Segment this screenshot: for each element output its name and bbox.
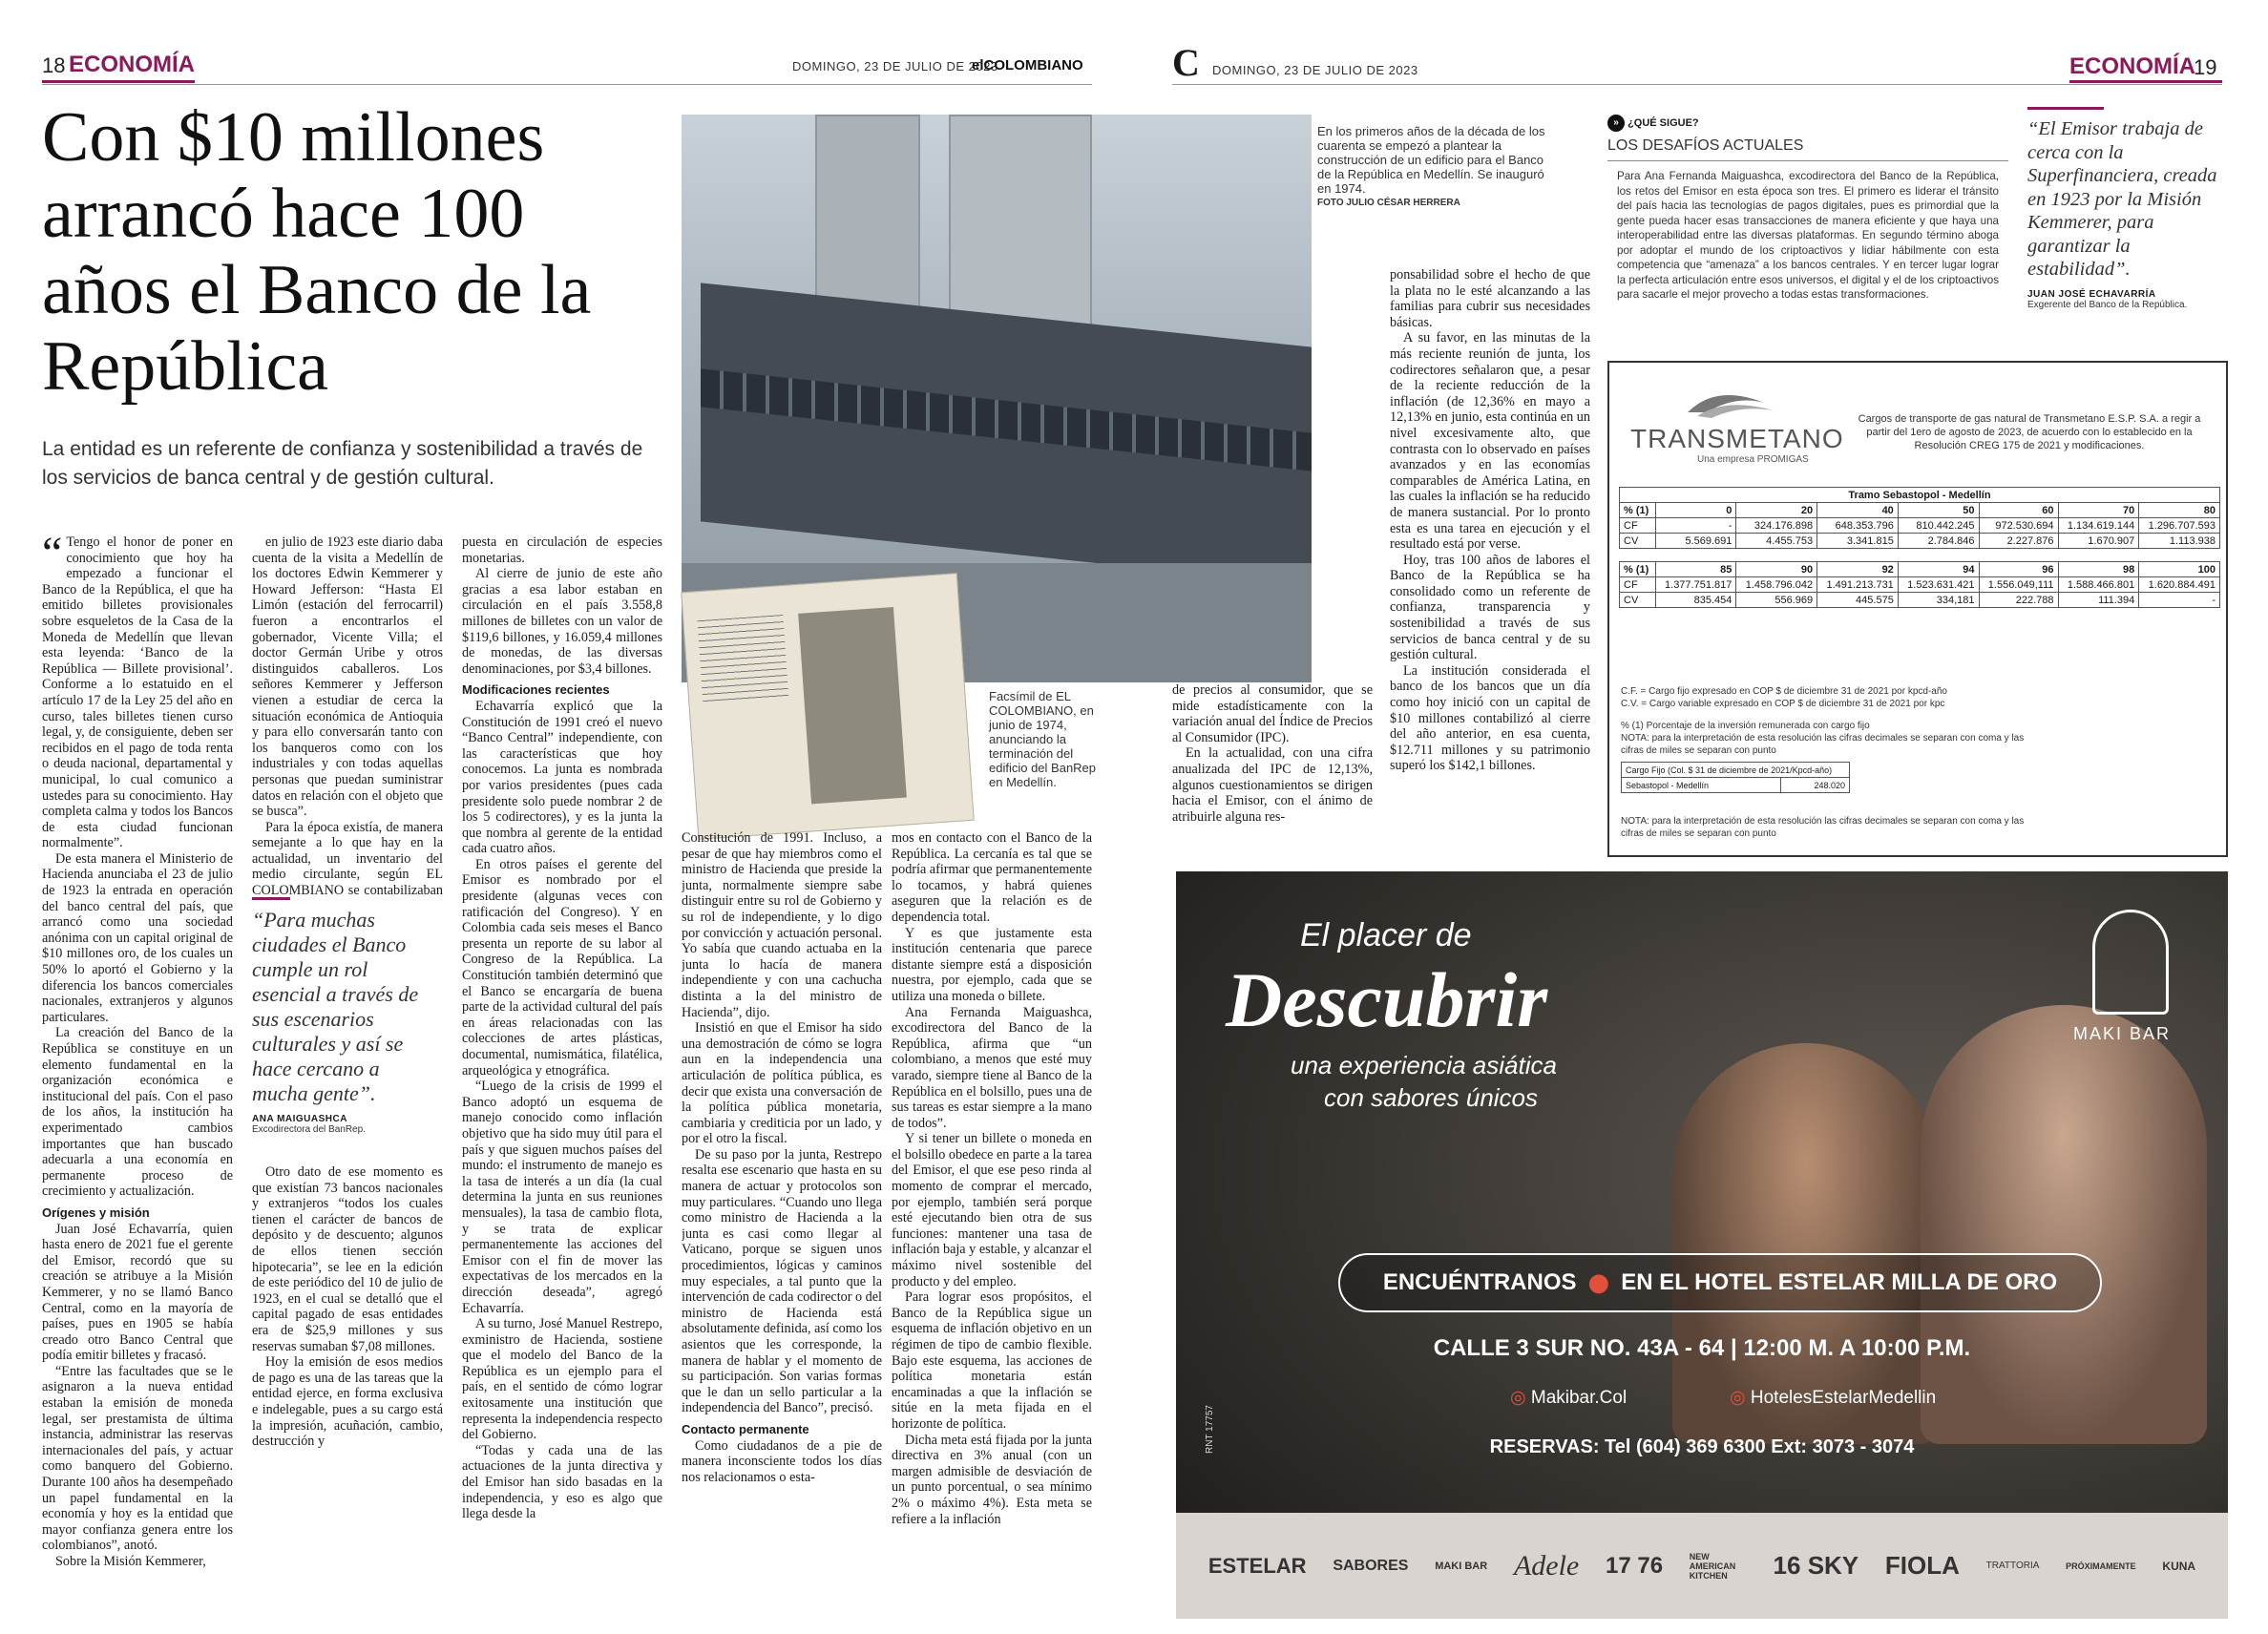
table-cell: 2.227.876 — [1979, 534, 2058, 549]
table-row — [1620, 593, 2220, 608]
brand-kuna: KUNA — [2162, 1559, 2196, 1573]
find-us-text: ENCUÉNTRANOS — [1382, 1269, 1577, 1295]
table-cell: % (1) — [1620, 503, 1656, 518]
table-cell: 445.575 — [1817, 593, 1899, 608]
table-cell: - — [2139, 593, 2220, 608]
table-cell: 1.377.751.817 — [1655, 577, 1736, 593]
table-cell: 50 — [1898, 503, 1979, 518]
instagram-icon: ◎ — [1510, 1388, 1526, 1408]
col5-para1: mos en contacto con el Banco de la República. La cercanía es tal que se podría afirmar que permanentemente lo tocamos, y habrá quienes aseguren que la relación es de dependencia total. — [892, 830, 1092, 925]
table-cell: 3.341.815 — [1817, 534, 1899, 549]
header-divider-right — [1172, 84, 2222, 85]
wave-logo-icon — [1630, 384, 1802, 422]
side-quote-role: Exgerente del Banco de la República. — [2027, 299, 2188, 310]
table-title: Tramo Sebastopol - Medellín — [1620, 488, 2220, 503]
table-cell: 70 — [2058, 503, 2139, 518]
table-cell: 20 — [1736, 503, 1817, 518]
col3-para1: puesta en circulación de especies monetarias. — [462, 534, 662, 566]
side-quote-text: “El Emisor trabaja de cerca con la Superfinanciera, creada en 1923 por la Misión Kemmerer, para garantizar la estabilidad”. — [2027, 118, 2217, 280]
table-cell: 1.670.907 — [2058, 534, 2139, 549]
rnt-code: RNT 17757 — [1205, 1405, 1215, 1454]
table-cell: 1.296.707.593 — [2139, 518, 2220, 534]
table-cell: 334,181 — [1898, 593, 1979, 608]
col1-para3: La creación del Banco de la República se constituye en un elemento fundamental en la organización económica e institucional del país. Con el paso de los años, la institución ha experimentado cambios importantes que han buscado adecuarla a una economía en permanente proceso de crecimiento y actualización. — [42, 1025, 233, 1200]
col3-para7: “Todas y cada una de las actuaciones de la junta directiva y del Emisor han sido basadas en la independencia, y eso es algo que llega desde la — [462, 1442, 662, 1522]
drop-quote-mark: “ — [42, 534, 63, 578]
table-cell: 92 — [1817, 562, 1899, 577]
table-row — [1620, 562, 2220, 577]
subheadline: La entidad es un referente de confianza y sostenibilidad a través de los servicios de banca central y de gestión cultural. — [42, 438, 643, 489]
section-label: ECONOMÍA — [69, 52, 195, 77]
gas-table-wrap — [1619, 487, 2220, 608]
whats-next-box — [1607, 115, 2008, 334]
col1-para5: “Entre las facultades que se le asignaron a la nueva entidad estaban la emisión de moneda legal, ser prestamista de última instancia, administrar las reservas internacionales del país, y actuar como banquero del Gobierno. Durante 100 años ha desempeñado un papel fundamental en la economía y hoy es la entidad que mayor confianza genera entre los colombianos”, anotó. — [42, 1363, 233, 1554]
col5-para4: Y si tener un billete o moneda en el bolsillo obedece en parte a la tarea del Emisor, el que ese peso rinda al momento de comprar el mercado, por ejemplo, también será porque esté ejecutando bien otra de sus funciones: mantener una tasa de inflación baja y estable, y alcanzar el máximo nivel sostenible del producto y del empleo. — [892, 1131, 1092, 1289]
col5-para2: Y es que justamente esta institución centenaria que parece distante siempre está a disposición nuestra, por ejemplo, cada que se utiliza una moneda o billete. — [892, 925, 1092, 1004]
brand-adele: Adele — [1513, 1549, 1580, 1582]
col7-para3: Hoy, tras 100 años de labores el Banco de la República se ha consolidado como un referente de confianza, transparencia y sostenibilidad a través de sus servicios de banca central y de su gestión cultural. — [1390, 552, 1590, 663]
paper-logo-letter: C — [1172, 41, 1200, 84]
table-cell: 1.588.466.801 — [2058, 577, 2139, 593]
article-column-4 — [682, 830, 882, 1613]
table-cell: 1.134.619.144 — [2058, 518, 2139, 534]
side-quote — [2027, 107, 2228, 310]
photo-caption-box — [1317, 124, 1546, 210]
gas-ad-intro: Cargos de transporte de gas natural de Transmetano E.S.P. S.A. a regir a partir del 1ero de agosto de 2023, de acuerdo con lo establecido en la Resolución CREG 175 de 2021 y modificaciones. — [1858, 413, 2201, 451]
gas-notes — [1621, 685, 2213, 757]
instagram-2[interactable] — [1730, 1387, 1936, 1409]
ad-line-4: con sabores únicos — [1324, 1083, 1539, 1112]
table-cell: 222.788 — [1979, 593, 2058, 608]
col3-para4: En otros países el gerente del Emisor es nombrado por el presidente (algunas veces con ratificación del Congreso). Y en Colombia cada seis meses el Banco presenta un reporte de su labor al Congreso de la República. La Constitución también determinó que el Banco se encargaría de buena parte de la actividad cultural del país en áreas relacionadas con las colecciones de artes plásticas, documental, numismática, filatélica, arqueológica y etnográfica. — [462, 856, 662, 1079]
pull-quote-role: Excodirectora del BanRep. — [252, 1124, 366, 1135]
location-text: EN EL HOTEL ESTELAR MILLA DE ORO — [1621, 1269, 2058, 1295]
article-column-5 — [892, 830, 1092, 1613]
small-table-title: Cargo Fijo (Col. $ 31 de diciembre de 2021/Kpcd-año) — [1622, 763, 1850, 778]
table-cell: 80 — [2139, 503, 2220, 518]
note-decimal-2: NOTA: para la interpretación de esta resolución las cifras decimales se separan con coma y las cifras de miles se separan con punto — [1621, 816, 2025, 839]
table-cell: 100 — [2139, 562, 2220, 577]
tower-right — [949, 115, 1092, 344]
col1-para2: De esta manera el Ministerio de Hacienda anunciaba el 23 de julio de 1923 la entrada en operación del banco central del país, que arrancó como una sociedad anónima con un capital original de $10 millones oro, de los cuales un 50% lo aportó el Gobierno y la diferencia los bancos comerciales nacionales, extranjeros y algunos particulares. — [42, 850, 233, 1025]
table-cell: 96 — [1979, 562, 2058, 577]
table-cell: 556.969 — [1736, 593, 1817, 608]
article-column-2b — [252, 1164, 443, 1613]
article-column-7 — [1390, 267, 1590, 840]
col7-para1: ponsabilidad sobre el hecho de que la plata no le esté alcanzando a las familias para cubrir sus necesidades básicas. — [1390, 267, 1590, 330]
small-table-value: 248.020 — [1780, 778, 1849, 793]
whats-next-kicker — [1607, 115, 2008, 132]
table-cell: 648.353.796 — [1817, 518, 1899, 534]
brand-trattoria: TRATTORIA — [1985, 1561, 2040, 1571]
fixed-charge-table — [1621, 762, 1850, 793]
col3-para6: A su turno, José Manuel Restrepo, exministro de Hacienda, sostiene que el modelo del Banco de la República es un ejemplo para el país, en el sentido de cómo lograr exitosamente una institución que representa la independencia respecto del Gobierno. — [462, 1316, 662, 1443]
note-decimal: NOTA: para la interpretación de esta resolución las cifras decimales se separan con coma y las cifras de miles se separan con punto — [1621, 733, 2025, 756]
col5-para3: Ana Fernanda Maiguashca, excodirectora del Banco de la República, afirma que “un colombiano, a menos que esté muy varado, siempre tiene al Banco de la República en el bolsillo, pues una de sus tareas es estar siempre a la mano de todos”. — [892, 1004, 1092, 1131]
col1-para1: Tengo el honor de poner en conocimiento que hoy ha empezado a funcionar el Banco de la República, el que ha emitido billetes provisionales sobre esqueletos de la Casa de la Moneda de Medellín que llevan esta leyenda: ‘Banco de la República — Billete provisional’. Conforme a lo estatuido en el artículo 17 de la Ley 25 del año en curso, tales billetes tienen curso legal, y, de consiguiente, deben ser recibidos en el pago de toda renta o deuda nacional, departamental y municipal, lo cual comunico a ustedes para su conocimiento. Hay completa calma y todos los Bancos de esta ciudad funcionan normalmente”. — [42, 534, 233, 851]
col3-para3: Echavarría explicó que la Constitución de 1991 creó el nuevo “Banco Central” independiente, con las características que hoy conocemos. La junta es nombrada por varios presidentes (pues cada presidente solo puede nombrar 2 de los 5 codirectores), y es la junta la que nombra al gerente de la entidad cada cuatro años. — [462, 698, 662, 857]
ad-line-3: una experiencia asiática — [1291, 1051, 1557, 1079]
side-quote-rule — [2027, 107, 2104, 110]
instagram-1[interactable] — [1510, 1387, 1627, 1409]
brand-new-american: NEW AMERICAN KITCHEN — [1689, 1551, 1736, 1581]
transmetano-logo — [1630, 384, 1802, 422]
reservations-text: RESERVAS: Tel (604) 369 6300 Ext: 3073 - 3074 — [1489, 1436, 1915, 1457]
table-cell: 85 — [1655, 562, 1736, 577]
whats-next-title: LOS DESAFÍOS ACTUALES — [1607, 137, 2008, 161]
col3-para2: Al cierre de junio de este año gracias a esa labor estaban en circulación en el país 3.558,8 millones de billetes con un valor de $119,6 billones, y 16.059,4 millones de monedas, de las diversas denominaciones, por $3,4 billones. — [462, 566, 662, 677]
location-pin-icon: ● — [1587, 1268, 1610, 1297]
instagram-icon: ◎ — [1730, 1388, 1746, 1408]
col2-para1: en julio de 1923 este diario daba cuenta de la visita a Medellín de los doctores Edwin Kemmerer y Howard Jefferson: “Hasta El Limón (estación del ferrocarril) fueron a encontrarlos el gobernador, Vicente Villa; el doctor Germán Uribe y otros distinguidos caballeros. Los señores Kemmerer y Jefferson vienen a estudiar de cerca la situación económica de Antioquia y para ello conversarán tanto con los banqueros como con los industriales y con todas aquellas personas que puedan suministrar datos en relación con el objeto que se busca”. — [252, 534, 443, 820]
maki-bar-logo-icon — [2092, 910, 2169, 1015]
col2-para2a: Para la época existía, de manera semejante a lo que hay en la actualidad, un inventario del medio circulante, según EL COLOMBIANO se contabilizaban — [252, 819, 443, 897]
col4-para4: Como ciudadanos de a pie de manera inconsciente todos los días nos relacionamos o esta- — [682, 1437, 882, 1485]
table-cell: 98 — [2058, 562, 2139, 577]
table-row — [1620, 577, 2220, 593]
table-cell: 1.113.938 — [2139, 534, 2220, 549]
pull-quote — [252, 897, 419, 1135]
issue-date: DOMINGO, 23 DE JULIO DE 2023 — [792, 59, 998, 73]
table-cell: % (1) — [1620, 562, 1656, 577]
tower-left — [815, 115, 920, 315]
col3-para5: “Luego de la crisis de 1999 el Banco adoptó un esquema de manejo conocido como inflación objetivo que ha sido muy útil para el país y que siguen muchos países del mundo: el instrumento de manejo es la tasa de interés a un día (la cual determina la junta en sus reuniones mensuales), la tasa de cambio flota, y se trata de explicar permanentemente las acciones del Emisor con el fin de mover las expectativas de los mercados en la dirección deseada”, agregó Echavarría. — [462, 1079, 662, 1316]
article-column-3 — [462, 534, 662, 1613]
col5-para5: Para lograr esos propósitos, el Banco de la República sigue un esquema de inflación objetivo en un régimen de tipo de cambio flexible. Bajo este esquema, las acciones de política monetaria están encaminadas a que la inflación se sitúe en la meta fijada en el horizonte de política. — [892, 1289, 1092, 1432]
location-pill — [1338, 1253, 2102, 1312]
article-column-1 — [42, 534, 233, 1613]
col7-para2: A su favor, en las minutas de la más reciente reunión de junta, los codirectores señalaron que, a pesar de la reciente reducción de la inflación (de 12,36% en mayo a 12,13% en junio, esta continúa en un nivel excesivamente alto, que contrasta con lo observado en países avanzados y en las economías comparables de América Latina, en las cuales la inflación se ha reducido de manera sustancial. Por lo pronto esta es una tarea en ejecución y el resultado está por verse. — [1390, 330, 1590, 553]
table-cell: 111.394 — [2058, 593, 2139, 608]
col2-para3: Otro dato de ese momento es que existían 73 bancos nacionales y extranjeros “todos los cuales tienen el carácter de bancos de depósito y de descuento; algunos de ellos tienen sección hipotecaria”, se lee en la edición de este periódico del 10 de julio de 1923, en el cual se detalló que el capital pagado de esas entidades era de $25,9 millones y sus reservas sumaban $7,08 millones. — [252, 1164, 443, 1354]
table-cell: 94 — [1898, 562, 1979, 577]
ad-line-2: Descubrir — [1226, 956, 1548, 1043]
table-cell: 4.455.753 — [1736, 534, 1817, 549]
table-cell: 1.523.631.421 — [1898, 577, 1979, 593]
table-row — [1620, 503, 2220, 518]
headline: Con $10 millones arrancó hace 100 años el Banco de la República — [42, 98, 592, 406]
page-number: 18 — [42, 53, 66, 77]
section-label-right: ECONOMÍA — [2069, 53, 2195, 79]
table-cell: CF — [1620, 518, 1656, 534]
table-row — [1620, 534, 2220, 549]
transmetano-sub: Una empresa PROMIGAS — [1697, 454, 1809, 465]
facsimile-image — [681, 573, 974, 840]
brands-footer — [1176, 1513, 2228, 1619]
maki-bar-brand: MAKI BAR — [2073, 1024, 2172, 1043]
pull-quote-name: ANA MAIGUASHCA — [252, 1114, 347, 1124]
col1-para4: Juan José Echavarría, quien hasta enero de 2021 fue el gerente del Emisor, recordó que su creación se atribuye a la Misión Kemmerer, y no se llamó Banco Central, como en la mayoría de países, pues en 1905 se había creado otro Banco Central que podía emitir billetes y fracasó. — [42, 1221, 233, 1364]
article-column-2 — [252, 534, 443, 897]
table-row — [1620, 518, 2220, 534]
subhead-recent: Modificaciones recientes — [462, 682, 610, 698]
table-cell: - — [1655, 518, 1736, 534]
woman-right — [1921, 1005, 2207, 1444]
header-divider — [42, 84, 1092, 85]
photo-credit: FOTO JULIO CÉSAR HERRERA — [1317, 198, 1460, 208]
table-spacer — [1620, 549, 2220, 562]
table-cell: 1.491.213.731 — [1817, 577, 1899, 593]
forward-arrows-icon: » — [1607, 115, 1625, 132]
brand-estelar: ESTELAR — [1208, 1553, 1307, 1578]
table-cell: 324.176.898 — [1736, 518, 1817, 534]
table-cell: 5.569.691 — [1655, 534, 1736, 549]
note-cv: C.V. = Cargo variable expresado en COP $ de diciembre 31 de 2021 por kpc — [1621, 699, 1945, 709]
section-rule — [42, 80, 195, 83]
newspaper-logo: elCOLOMBIANO — [972, 57, 1083, 73]
table-cell: 40 — [1817, 503, 1899, 518]
note-cf: C.F. = Cargo fijo expresado en COP $ de diciembre 31 de 2021 por kpcd-año — [1621, 686, 1947, 697]
brand-fiola: FIOLA — [1884, 1551, 1960, 1580]
table-cell: 60 — [1979, 503, 2058, 518]
col6-para1: de precios al consumidor, que se mide estadísticamente con la variación anual del Índice de Precios al Consumidor (IPC). — [1172, 682, 1373, 745]
table-cell: 90 — [1736, 562, 1817, 577]
article-column-6 — [1172, 682, 1373, 835]
whats-next-text: Para Ana Fernanda Maiguashca, excodirectora del Banco de la República, los retos del Emisor en esta época son tres. El primero es liderar el tránsito del país hacia las tecnologías de pagos digitales, pues es primordial que la gente pueda hacer esas transacciones de manera eficiente y que haya una interoperabilidad entre las diversas plataformas. En segundo término aboga por adoptar el mundo de los criptoactivos y lidiar hábilmente con esta competencia que “amenaza” a los bancos centrales. Y en tercer lugar lograr la perfecta articulación entre esos universos, el digital y el de los criptoactivos para sacarle el mejor provecho a todas estas transformaciones. — [1617, 170, 1999, 301]
col6-para2: En la actualidad, con una cifra anualizada del IPC de 12,13%, algunos cuestionamientos se dirigen hacia el Emisor, con el ánimo de atribuirle alguna res- — [1172, 745, 1373, 825]
page-number-right: 19 — [2194, 55, 2217, 79]
subhead-contact: Contacto permanente — [682, 1421, 809, 1436]
table-cell: CV — [1620, 534, 1656, 549]
col7-para4: La institución considerada el banco de los bancos que un día como hoy inició con un capital de $10 millones contabilizó al cierre del año anterior, en esa cuenta, $12.711 millones y su patrimonio superó los $142,1 billones. — [1390, 662, 1590, 774]
table-cell: CV — [1620, 593, 1656, 608]
brand-sabores: SABORES — [1333, 1557, 1409, 1574]
table-cell: 972.530.694 — [1979, 518, 2058, 534]
col4-para3: De su paso por la junta, Restrepo resalta ese escenario que hasta en su manera de actuar y protocolos son muy particulares. “Cuando uno llega como ministro de Hacienda a la junta es casi como llegar al Vaticano, porque se siguen unos procedimientos, lógicas y caminos muy especiales, a tal punto que la intervención de cada codirector o del ministro de Hacienda está absolutamente definida, así como los asientos que les corresponde, la manera de hablar y el momento de su participación. Son varias formas que le dan un sello particular a la independencia del Banco”, precisó. — [682, 1146, 882, 1416]
transmetano-brand: TRANSMETANO — [1630, 424, 1844, 453]
kicker-text: ¿QUÉ SIGUE? — [1628, 116, 1699, 129]
note-percent: % (1) Porcentaje de la inversión remunerada con cargo fijo — [1621, 721, 1870, 731]
gas-tariff-ad — [1607, 361, 2228, 857]
brand-1776: 17 76 — [1605, 1552, 1664, 1579]
col1-para6: Sobre la Misión Kemmerer, — [55, 1554, 206, 1569]
col4-para1: Constitución de 1991. Incluso, a pesar de que hay miembros como el ministro de Hacienda que preside la junta, normalmente siempre sabe distinguir entre su rol de Gobierno y su rol de independiente, y lo digo por convicción y actuación personal. Yo sabía que cuando actuaba en la junta lo hacía de manera independiente y con una cachucha distinta a la del ministro de Hacienda”, dijo. — [682, 830, 882, 1020]
address-text: CALLE 3 SUR NO. 43A - 64 | 12:00 M. A 10:00 P.M. — [1433, 1335, 1971, 1361]
facsimile-text — [697, 615, 788, 706]
col4-para2: Insistió en que el Emisor ha sido una demostración de cómo se logra aun en la independencia una articulación de política pública, es decir que exista una conversación de la política pública monetaria, cambiaria y crediticia por un lado, y por el otro la fiscal. — [682, 1020, 882, 1147]
instagram-2-handle: HotelesEstelarMedellin — [1750, 1388, 1937, 1408]
table-cell: 810.442.245 — [1898, 518, 1979, 534]
brand-maki: MAKI BAR — [1435, 1560, 1488, 1572]
photo-caption: En los primeros años de la década de los cuarenta se empezó a plantear la construcción de un edificio para el Banco de la República en Medellín. Se inauguró en 1974. — [1317, 124, 1545, 196]
facsimile-caption: Facsímil de EL COLOMBIANO, en junio de 1974, anunciando la terminación del edificio del BanRep en Medellín. — [989, 689, 1097, 789]
pull-quote-text: “Para muchas ciudades el Banco cumple un rol esencial a través de sus escenarios culturales y así se hace cercano a mucha gente”. — [252, 908, 419, 1105]
instagram-1-handle: Makibar.Col — [1530, 1388, 1628, 1408]
maki-bar-ad — [1176, 871, 2228, 1619]
col5-para6: Dicha meta está fijada por la junta directiva en 3% anual (con un margen admisible de desviación de un punto porcentual, o sea mínimo 2% o máximo 4%). Esta meta se refiere a la inflación — [892, 1432, 1092, 1527]
woman-left — [1672, 1043, 1940, 1444]
section-rule-right — [2069, 80, 2222, 83]
table-cell: CF — [1620, 577, 1656, 593]
col2-para4: Hoy la emisión de esos medios de pago es una de las tareas que la entidad ejerce, en forma exclusiva e indelegable, pues a su cargo está la impresión, acuñación, cambio, destrucción y — [252, 1354, 443, 1450]
brand-16sky: 16 SKY — [1773, 1551, 1859, 1580]
ad-line-1: El placer de — [1300, 917, 1472, 953]
coming-soon-label: PRÓXIMAMENTE — [2066, 1561, 2136, 1571]
table-cell: 1.556.049,111 — [1979, 577, 2058, 593]
side-quote-name: JUAN JOSÉ ECHAVARRÍA — [2027, 288, 2156, 300]
facsimile-building — [798, 607, 907, 804]
subhead-origins: Orígenes y misión — [42, 1205, 150, 1220]
pull-quote-rule — [252, 897, 290, 900]
table-cell: 835.454 — [1655, 593, 1736, 608]
table-cell: 0 — [1655, 503, 1736, 518]
table-cell: 1.458.796.042 — [1736, 577, 1817, 593]
small-table-route: Sebastopol - Medellín — [1622, 778, 1781, 793]
gas-tariff-table — [1619, 487, 2220, 608]
issue-date-right: DOMINGO, 23 DE JULIO DE 2023 — [1212, 63, 1418, 77]
table-cell: 2.784.846 — [1898, 534, 1979, 549]
table-cell: 1.620.884.491 — [2139, 577, 2220, 593]
